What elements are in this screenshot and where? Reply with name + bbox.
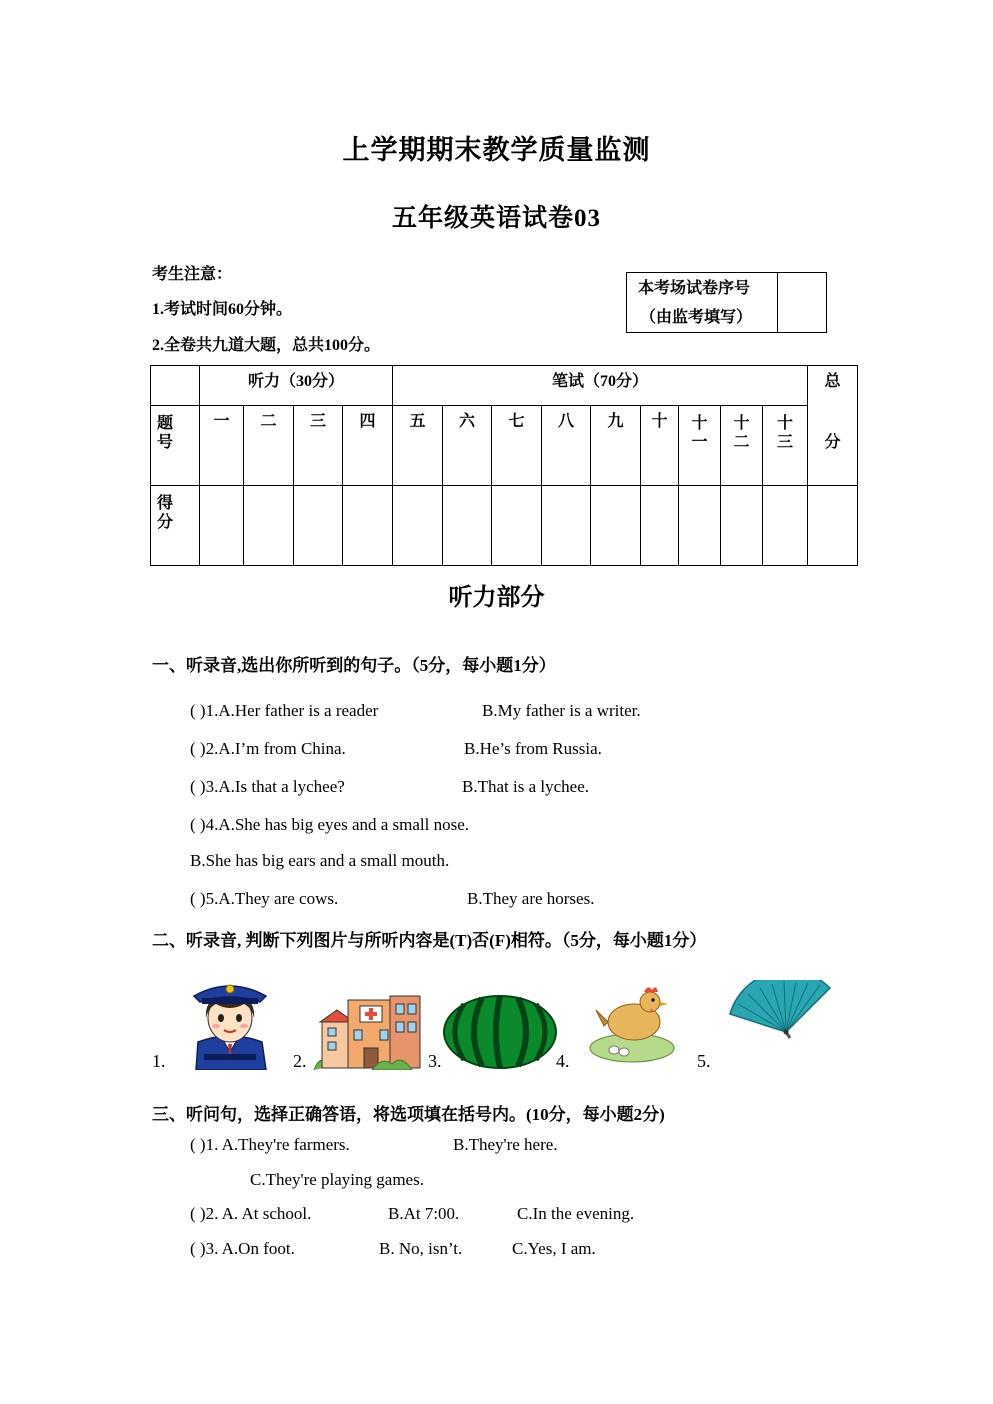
- q1-item-1-b: B.My father is a writer.: [482, 701, 641, 720]
- q1-item-2-a: ( )2.A.I’m from China.: [190, 739, 346, 758]
- q3-heading: 三、听问句，选择正确答语，将选项填在括号内。(10分，每小题2分): [152, 1105, 665, 1124]
- col-header-11: 十一: [679, 406, 721, 486]
- score-cell[interactable]: [591, 486, 641, 566]
- q1-item-1-a: ( )1.A.Her father is a reader: [190, 701, 379, 720]
- col-header-2: 二: [244, 406, 294, 486]
- q1-heading: 一、听录音,选出你所听到的句子。（5分，每小题1分）: [152, 656, 556, 675]
- score-cell[interactable]: [542, 486, 591, 566]
- total-header: [808, 366, 858, 486]
- score-cell[interactable]: [641, 486, 679, 566]
- watermelon-icon: [442, 994, 558, 1070]
- hospital-icon: [312, 994, 424, 1070]
- total-header-top: 总: [824, 373, 841, 390]
- listening-part-title: 听力部分: [448, 585, 545, 611]
- col-header-1: 一: [200, 406, 244, 486]
- hen-icon: [586, 982, 678, 1064]
- q3-item-3-b: B. No, isn’t.: [379, 1239, 463, 1258]
- q1-item-4-b: B.She has big ears and a small mouth.: [190, 851, 450, 870]
- score-cell[interactable]: [721, 486, 763, 566]
- q1-item-3-b: B.That is a lychee.: [462, 777, 589, 796]
- q2-label-5: 5.: [697, 1051, 711, 1071]
- score-cell[interactable]: [763, 486, 808, 566]
- seat-label-line-1: 本考场试卷序号: [638, 280, 751, 297]
- score-cell[interactable]: [343, 486, 393, 566]
- notes-line-1: 1.考试时间60分钟。: [152, 301, 293, 318]
- seat-number-box: [626, 272, 827, 333]
- col-header-4: 四: [343, 406, 393, 486]
- score-cell[interactable]: [492, 486, 542, 566]
- score-table: [150, 365, 858, 566]
- row-label-number: 题号: [151, 406, 200, 486]
- score-cell[interactable]: [679, 486, 721, 566]
- score-cell[interactable]: [294, 486, 343, 566]
- q1-item-4-a: ( )4.A.She has big eyes and a small nose.: [190, 815, 470, 834]
- notes-line-2: 2.全卷共九道大题，总共100分。: [152, 337, 381, 354]
- row-label-score: 得分: [151, 486, 200, 566]
- q2-label-2: 2.: [293, 1051, 307, 1071]
- score-cell-total[interactable]: [808, 486, 858, 566]
- q2-label-4: 4.: [556, 1051, 570, 1071]
- col-header-8: 八: [542, 406, 591, 486]
- q2-label-1: 1.: [152, 1051, 166, 1071]
- q3-item-1-b: B.They're here.: [453, 1135, 558, 1154]
- q1-item-5-a: ( )5.A.They are cows.: [190, 889, 339, 908]
- q2-label-3: 3.: [428, 1051, 442, 1071]
- q3-item-3-a: ( )3. A.On foot.: [190, 1239, 295, 1258]
- seat-number-label: [627, 273, 778, 332]
- q1-item-5-b: B.They are horses.: [467, 889, 595, 908]
- listening-header: 听力（30分）: [200, 366, 393, 406]
- col-header-10: 十: [641, 406, 679, 486]
- table-corner-cell: [151, 366, 200, 406]
- seat-label-line-2: （由监考填写）: [640, 309, 753, 326]
- col-header-7: 七: [492, 406, 542, 486]
- q3-item-2-b: B.At 7:00.: [388, 1204, 460, 1223]
- score-cell[interactable]: [244, 486, 294, 566]
- page-subtitle: 五年级英语试卷03: [391, 205, 601, 232]
- col-header-12: 十二: [721, 406, 763, 486]
- score-cell[interactable]: [200, 486, 244, 566]
- q1-item-2-b: B.He’s from Russia.: [464, 739, 602, 758]
- notes-heading: 考生注意：: [152, 266, 233, 283]
- col-header-13: 十三: [763, 406, 808, 486]
- score-cell[interactable]: [443, 486, 492, 566]
- police-officer-icon: [174, 978, 286, 1070]
- fan-icon: [726, 980, 832, 1040]
- q3-item-2-c: C.In the evening.: [517, 1204, 635, 1223]
- table-row-numbers: [151, 406, 858, 486]
- col-header-6: 六: [443, 406, 492, 486]
- q3-item-2-a: ( )2. A. At school.: [190, 1204, 312, 1223]
- seat-number-field[interactable]: [778, 273, 827, 332]
- score-cell[interactable]: [393, 486, 443, 566]
- writing-header: 笔试（70分）: [393, 366, 808, 406]
- col-header-5: 五: [393, 406, 443, 486]
- col-header-3: 三: [294, 406, 343, 486]
- q2-heading: 二、听录音, 判断下列图片与所听内容是(T)否(F)相符。（5分，每小题1分）: [152, 931, 707, 950]
- page-title: 上学期期末教学质量监测: [342, 135, 651, 165]
- table-row-scores: [151, 486, 858, 566]
- col-header-9: 九: [591, 406, 641, 486]
- q3-item-3-c: C.Yes, I am.: [512, 1239, 596, 1258]
- q1-item-3-a: ( )3.A.Is that a lychee?: [190, 777, 345, 796]
- total-header-bottom: 分: [824, 434, 841, 451]
- q3-item-1-c: C.They're playing games.: [250, 1170, 424, 1189]
- q3-item-1-a: ( )1. A.They're farmers.: [190, 1135, 350, 1154]
